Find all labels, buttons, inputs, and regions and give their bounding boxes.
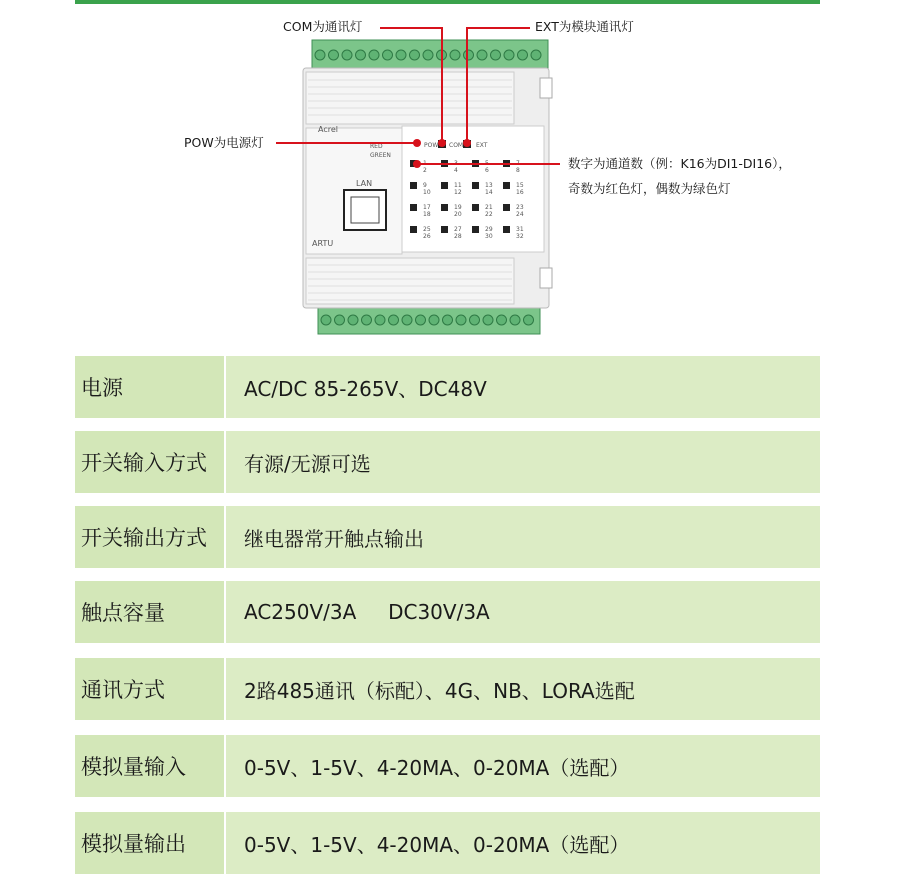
terminal-screw bbox=[429, 315, 439, 325]
channel-number: 24 bbox=[516, 211, 524, 218]
terminal-screw bbox=[456, 315, 466, 325]
terminal-screw bbox=[464, 50, 474, 60]
channel-led bbox=[503, 182, 510, 189]
terminal-screw bbox=[410, 50, 420, 60]
terminal-screw bbox=[470, 315, 480, 325]
channel-led bbox=[472, 226, 479, 233]
channel-led bbox=[441, 204, 448, 211]
device-model-label: ARTU bbox=[312, 239, 334, 248]
channel-callout-line1: 数字为通道数（例：K16为DI1-DI16）， bbox=[568, 156, 791, 171]
channel-number: 31 bbox=[516, 226, 524, 233]
channel-number: 26 bbox=[423, 233, 431, 240]
lan-port-label: LAN bbox=[356, 179, 373, 188]
channel-led bbox=[503, 226, 510, 233]
spec-row-analog-output bbox=[75, 812, 820, 874]
spec-value: 有源/无源可选 bbox=[226, 431, 820, 493]
terminal-screw bbox=[362, 315, 372, 325]
terminal-screw bbox=[524, 315, 534, 325]
terminal-screw bbox=[348, 315, 358, 325]
com-callout-text: COM为通讯灯 bbox=[283, 19, 363, 34]
spec-label: 模拟量输出 bbox=[75, 812, 224, 874]
channel-led bbox=[503, 204, 510, 211]
red-indicator-label: RED bbox=[370, 143, 383, 150]
channel-number: 30 bbox=[485, 233, 493, 240]
channel-number: 9 bbox=[423, 182, 427, 189]
terminal-screw bbox=[423, 50, 433, 60]
channel-led bbox=[410, 226, 417, 233]
channel-number: 2 bbox=[423, 167, 427, 174]
spec-row-contact-capacity bbox=[75, 581, 820, 643]
terminal-screw bbox=[375, 315, 385, 325]
terminal-screw bbox=[342, 50, 352, 60]
channel-led bbox=[410, 182, 417, 189]
channel-number: 15 bbox=[516, 182, 524, 189]
spec-label: 开关输出方式 bbox=[75, 506, 224, 568]
channel-number: 17 bbox=[423, 204, 431, 211]
spec-value: 0-5V、1-5V、4-20MA、0-20MA（选配） bbox=[226, 812, 820, 874]
channel-number: 21 bbox=[485, 204, 493, 211]
terminal-screw bbox=[369, 50, 379, 60]
channel-number: 20 bbox=[454, 211, 462, 218]
terminal-screw bbox=[443, 315, 453, 325]
channel-number: 22 bbox=[485, 211, 493, 218]
channel-number: 28 bbox=[454, 233, 462, 240]
terminal-screw bbox=[315, 50, 325, 60]
spec-row-communication bbox=[75, 658, 820, 720]
terminal-screw bbox=[402, 315, 412, 325]
spec-value: 继电器常开触点输出 bbox=[226, 506, 820, 568]
terminal-screw bbox=[531, 50, 541, 60]
device-figure bbox=[0, 0, 900, 345]
spec-label: 通讯方式 bbox=[75, 658, 224, 720]
terminal-screw bbox=[416, 315, 426, 325]
terminal-screw bbox=[396, 50, 406, 60]
channel-number: 14 bbox=[485, 189, 493, 196]
channel-led bbox=[441, 182, 448, 189]
spec-row-analog-input bbox=[75, 735, 820, 797]
green-indicator-label: GREEN bbox=[370, 152, 391, 159]
terminal-screw bbox=[356, 50, 366, 60]
terminal-screw bbox=[389, 315, 399, 325]
channel-number: 11 bbox=[454, 182, 462, 189]
terminal-screw bbox=[518, 50, 528, 60]
channel-number: 16 bbox=[516, 189, 524, 196]
terminal-screw bbox=[497, 315, 507, 325]
channel-led bbox=[472, 182, 479, 189]
spec-label: 模拟量输入 bbox=[75, 735, 224, 797]
spec-row-switch-output bbox=[75, 506, 820, 568]
spec-label: 电源 bbox=[75, 356, 224, 418]
spec-value: AC250V/3A DC30V/3A bbox=[226, 581, 820, 643]
top-terminal-block bbox=[312, 40, 548, 70]
spec-row-switch-input bbox=[75, 431, 820, 493]
channel-number: 27 bbox=[454, 226, 462, 233]
channel-number: 10 bbox=[423, 189, 431, 196]
channel-led bbox=[410, 204, 417, 211]
terminal-screw bbox=[383, 50, 393, 60]
spec-value: 0-5V、1-5V、4-20MA、0-20MA（选配） bbox=[226, 735, 820, 797]
spec-value: AC/DC 85-265V、DC48V bbox=[226, 356, 820, 418]
channel-number: 23 bbox=[516, 204, 524, 211]
terminal-screw bbox=[321, 315, 331, 325]
channel-led bbox=[472, 204, 479, 211]
brand-label: Acrel bbox=[318, 125, 338, 134]
spec-label: 触点容量 bbox=[75, 581, 224, 643]
channel-number: 18 bbox=[423, 211, 431, 218]
channel-number: 3 bbox=[454, 160, 458, 167]
bottom-terminal-block bbox=[318, 306, 540, 334]
com-led-label: COM bbox=[449, 142, 464, 149]
spec-value: 2路485通讯（标配）、4G、NB、LORA选配 bbox=[226, 658, 820, 720]
device-body bbox=[303, 68, 552, 308]
channel-number: 13 bbox=[485, 182, 493, 189]
channel-led bbox=[441, 226, 448, 233]
terminal-screw bbox=[483, 315, 493, 325]
terminal-screw bbox=[491, 50, 501, 60]
terminal-screw bbox=[450, 50, 460, 60]
channel-number: 7 bbox=[516, 160, 520, 167]
spec-label: 开关输入方式 bbox=[75, 431, 224, 493]
channel-callout-line2: 奇数为红色灯，偶数为绿色灯 bbox=[568, 181, 731, 196]
channel-number: 8 bbox=[516, 167, 520, 174]
terminal-screw bbox=[329, 50, 339, 60]
channel-number: 6 bbox=[485, 167, 489, 174]
channel-number: 29 bbox=[485, 226, 493, 233]
spec-row-power bbox=[75, 356, 820, 418]
terminal-screw bbox=[335, 315, 345, 325]
pow-callout-text: POW为电源灯 bbox=[184, 135, 264, 150]
channel-number: 32 bbox=[516, 233, 524, 240]
terminal-screw bbox=[510, 315, 520, 325]
pow-led-label: POW bbox=[424, 142, 439, 149]
terminal-screw bbox=[504, 50, 514, 60]
channel-number: 25 bbox=[423, 226, 431, 233]
channel-number: 4 bbox=[454, 167, 458, 174]
channel-number: 12 bbox=[454, 189, 462, 196]
channel-number: 1 bbox=[423, 160, 427, 167]
ext-callout-text: EXT为模块通讯灯 bbox=[535, 19, 634, 34]
channel-number: 5 bbox=[485, 160, 489, 167]
channel-number: 19 bbox=[454, 204, 462, 211]
ext-led-label: EXT bbox=[476, 142, 488, 149]
terminal-screw bbox=[477, 50, 487, 60]
